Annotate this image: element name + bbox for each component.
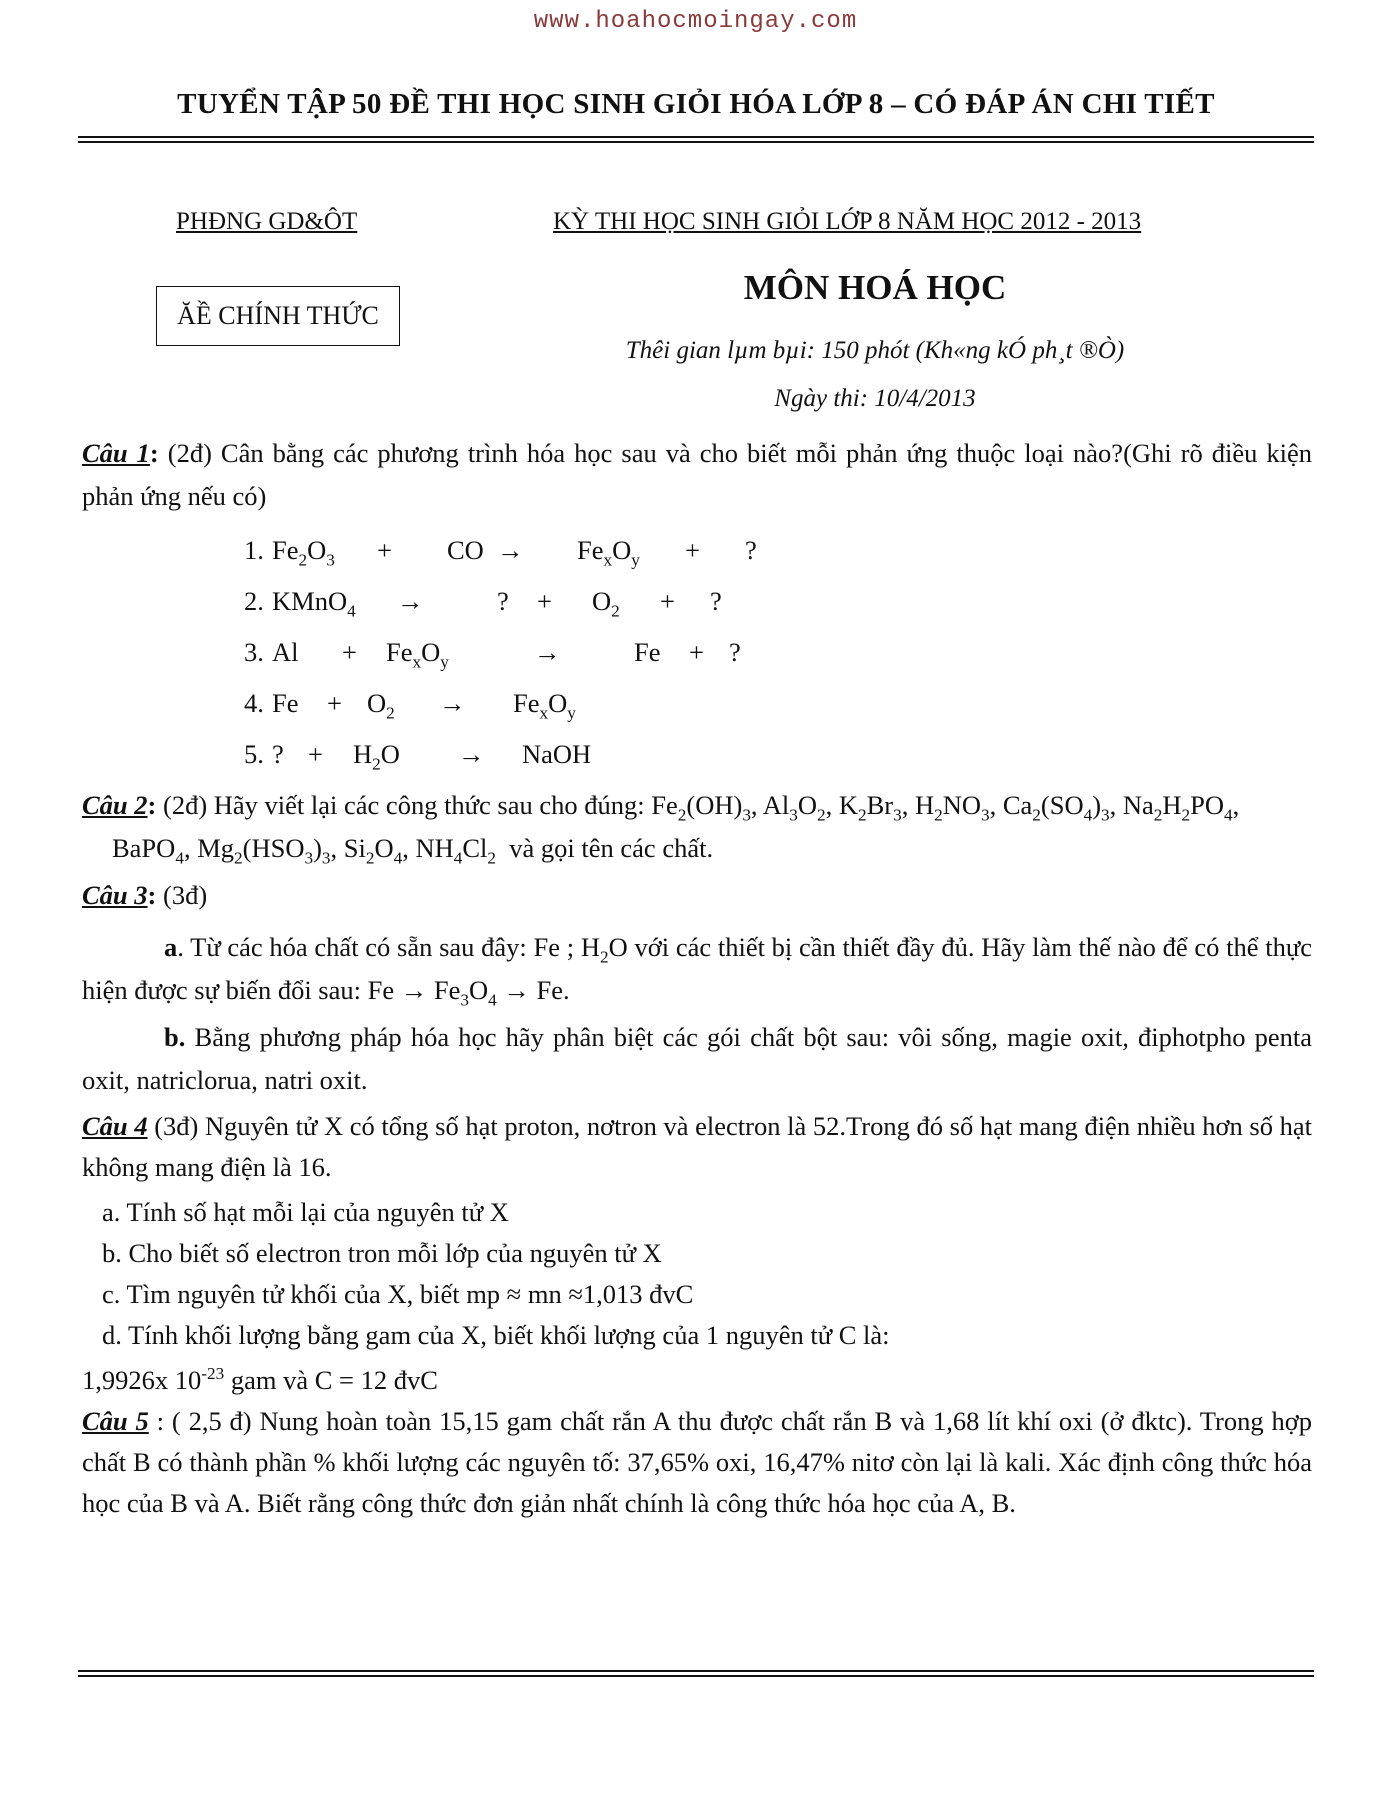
reaction-3: 3. $Al + Fe_xO_y \to Fe$ + ? <box>244 637 741 672</box>
official-exam-box: ĂỀ CHÍNH THỨC <box>156 286 400 346</box>
exam-name: KỲ THI HỌC SINH GIỎI LỚP 8 NĂM HỌC 2012 - 2013 <box>553 208 1142 235</box>
question-1: Câu 1: (2đ) Cân bằng các phương trình hóa học sau và cho biết mỗi phản ứng thuộc loại nào?(Ghi rõ điều kiện phản ứng nếu có) <box>82 438 1312 511</box>
question-4-label: Câu 4 <box>82 1111 148 1141</box>
question-2: Câu 2: (2đ) Hãy viết lại các công thức sau cho đúng: $Fe_2(OH)_3$, $Al_3O_2$, $K_2Br_3$, $H_2NO_3$, $Ca_2(SO_4)_3$, $Na_2H_2PO_4$, BaPO$_4$, $Mg_2(HSO_3)_3$, $Si_2O_4$, $NH_4Cl_2$ và gọi tên các chất. <box>82 790 1240 868</box>
question-4-item-b: b. Cho biết số electron tron mỗi lớp của nguyên tử X <box>102 1238 662 1268</box>
question-4-items <box>82 1192 1312 1356</box>
question-1-label: Câu 1 <box>82 438 150 468</box>
question-3a: a. Từ các hóa chất có sẵn sau đây: Fe ; $H_2O$ với các thiết bị cần thiết đầy đủ. Hãy làm thế nào để có thể thực hiện được sự biến đổi sau: $Fe \to Fe_3O_4 \to Fe$. <box>82 932 1312 1010</box>
reaction-2: 2. KMnO$_4$ → ? + $O_2$ + ? <box>244 586 722 621</box>
question-4: Câu 4 (3đ) Nguyên tử X có tổng số hạt proton, nơtron và electron là 52.Trong đó số hạt mang điện nhiều hơn số hạt không mang điện là 16. <box>82 1111 1312 1182</box>
exam-date: Ngày thi: 10/4/2013 <box>774 385 976 412</box>
reaction-1: 1. $Fe_2O_3$ + CO → $Fe_xO_y$ + ? <box>244 535 757 570</box>
question-4-item-d: d. Tính khối lượng bằng gam của X, biết khối lượng của 1 nguyên tử C là: <box>102 1320 890 1350</box>
title-rule-bottom <box>78 141 1314 143</box>
question-4-item-a: a. Tính số hạt mỗi lại của nguyên tử X <box>102 1197 509 1227</box>
reaction-5: 5. ? + $H_2O$ → NaOH <box>244 739 592 774</box>
question-4-item-c: c. Tìm nguyên tử khối của X, biết mp ≈ mn ≈1,013 đvC <box>102 1279 694 1309</box>
footer-rule-bottom <box>78 1675 1314 1677</box>
carbon-mass-line: 1,9926x $10^{-23}$ gam và C = 12 đvC <box>82 1364 438 1395</box>
question-3: Câu 3: (3đ) <box>82 880 208 910</box>
exam-content <box>82 432 1312 1524</box>
question-5-label: Câu 5 <box>82 1406 149 1436</box>
question-3-label: Câu 3 <box>82 880 148 910</box>
footer-rule-top <box>78 1670 1314 1672</box>
collection-title: TUYỂN TẬP 50 ĐỀ THI HỌC SINH GIỎI HÓA LỚP 8 – CÓ ĐÁP ÁN CHI TIẾT <box>177 88 1215 120</box>
department-label: PHĐNG GD&ÔT <box>176 208 358 235</box>
reaction-4: 4. $Fe + O_2 \to Fe_xO_y$ <box>244 688 576 723</box>
question-5: Câu 5 : ( 2,5 đ) Nung hoàn toàn 15,15 gam chất rắn A thu được chất rắn B và 1,68 lít khí oxi (ở đktc). Trong hợp chất B có thành phần % khối lượng các nguyên tố: 37,65% oxi, 16,47% nitơ còn lại là kali. Xác định công thức hóa học của B và A. Biết rằng công thức đơn giản nhất chính là công thức hóa học của A, B. <box>82 1406 1312 1518</box>
question-2-label: Câu 2 <box>82 790 148 820</box>
title-rule-top <box>78 136 1314 138</box>
question-1-text: (2đ) Cân bằng các phương trình hóa học sau và cho biết mỗi phản ứng thuộc loại nào?(Ghi rõ điều kiện phản ứng nếu có) <box>82 438 1312 511</box>
exam-time: Thêi gian lµm bµi: 150 phót (Kh«ng kÓ ph¸t ®Ò) <box>625 337 1125 364</box>
reaction-list <box>244 525 1312 780</box>
question-3b: b. Bằng phương pháp hóa học hãy phân biệt các gói chất bột sau: vôi sống, magie oxit, điphotpho penta oxit, natriclorua, natri oxit. <box>82 1022 1312 1095</box>
subject-title: MÔN HOÁ HỌC <box>743 268 1007 307</box>
site-url: www.hoahocmoingay.com <box>533 8 858 35</box>
